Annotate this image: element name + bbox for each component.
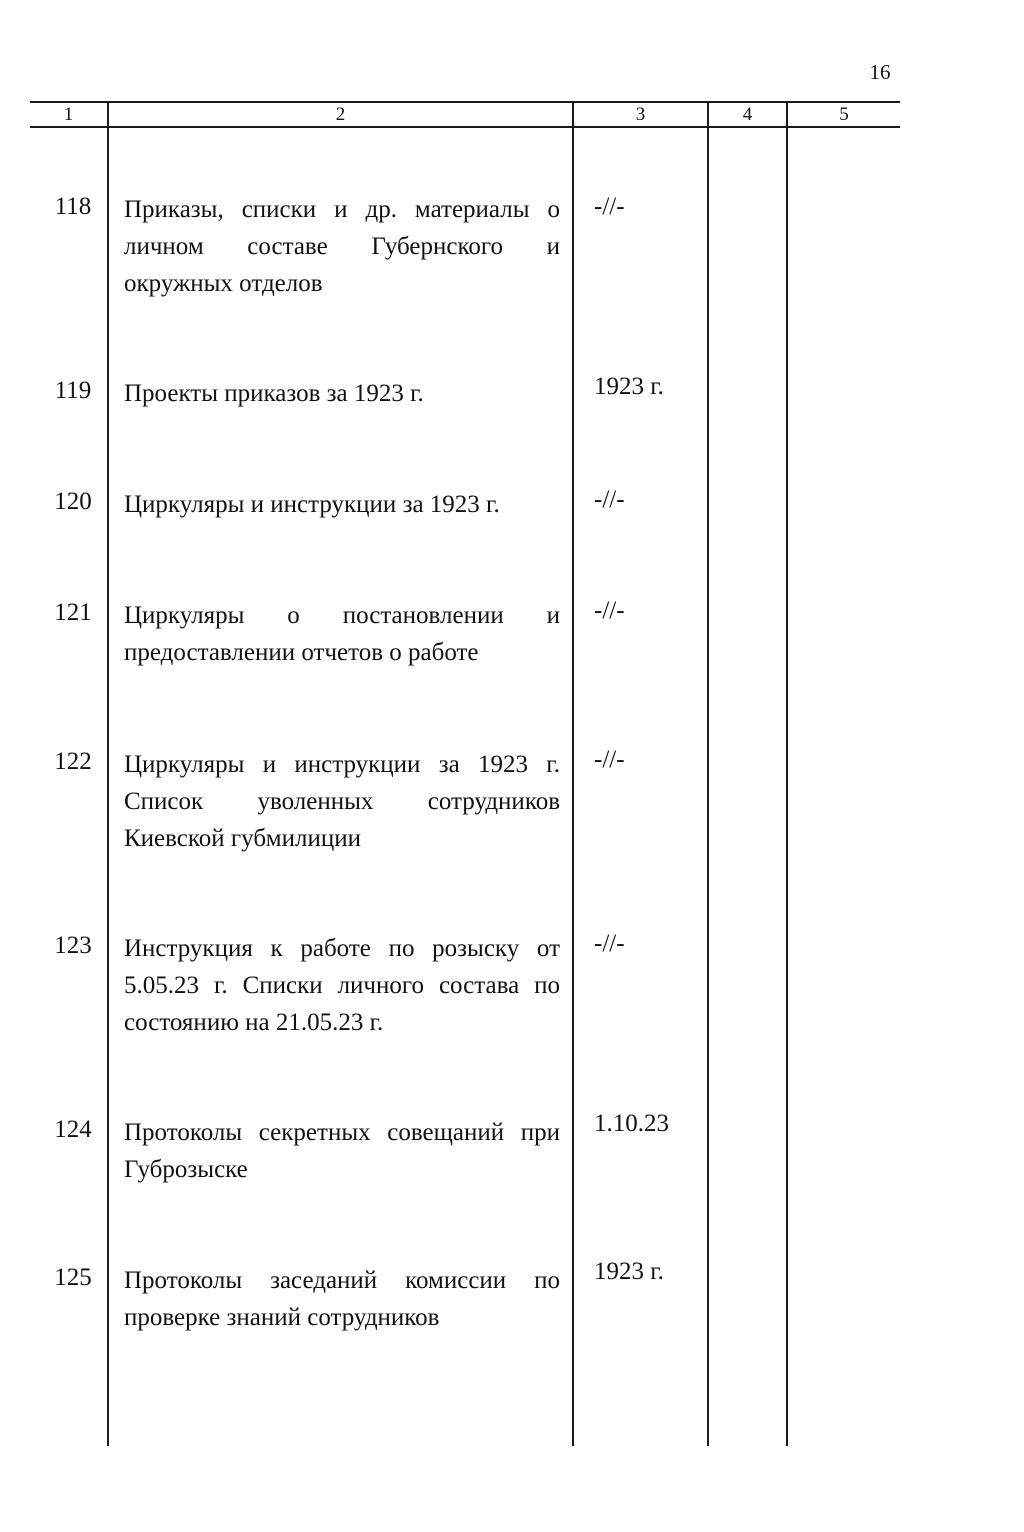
row-number: 121 [54,599,92,626]
description-line: Протоколы секретных совещаний при [124,1119,560,1146]
description-line: Киевской губмилиции [124,825,361,852]
row-number: 123 [54,932,92,959]
row-description [124,930,560,1041]
column-divider-2 [572,101,574,1446]
table-top-rule [30,101,900,103]
description-line: Циркуляры и инструкции за 1923 г. [124,751,560,778]
row-date: -//- [594,486,625,513]
row-date: -//- [594,193,625,220]
header-bottom-rule [30,126,900,128]
row-date: 1923 г. [594,373,664,400]
column-divider-1 [107,101,109,1446]
column-header-2: 2 [335,104,346,125]
description-line: окружных отделов [124,270,323,297]
column-header-3: 3 [635,104,646,125]
description-line: Проекты приказов за 1923 г. [124,380,424,407]
description-line: Инструкция к работе по розыску от [124,935,560,962]
row-number: 125 [54,1264,92,1291]
row-description [124,1114,560,1188]
row-date: 1923 г. [594,1258,664,1285]
row-date: -//- [594,746,625,773]
row-description [124,375,560,412]
row-date: -//- [594,597,625,624]
row-description [124,1262,560,1336]
description-line: Приказы, списки и др. материалы о [124,196,560,223]
column-divider-4 [786,101,788,1446]
description-line: предоставлении отчетов о работе [124,639,479,666]
description-line: проверке знаний сотрудников [124,1304,440,1331]
row-number: 120 [54,488,92,515]
row-number: 124 [54,1116,92,1143]
row-description [124,597,560,671]
description-line: Губрозыске [124,1156,248,1183]
row-number: 122 [54,748,92,775]
row-date: -//- [594,930,625,957]
row-description [124,486,560,523]
row-description [124,746,560,857]
row-date: 1.10.23 [594,1110,669,1137]
column-header-1: 1 [63,104,74,125]
description-line: Циркуляры и инструкции за 1923 г. [124,491,500,518]
page-number: 16 [869,60,891,84]
description-line: Протоколы заседаний комиссии по [124,1267,560,1294]
description-line: Список уволенных сотрудников [124,788,560,815]
column-header-5: 5 [839,104,849,125]
column-header-4: 4 [742,104,753,125]
row-description [124,191,560,302]
column-divider-3 [707,101,709,1446]
description-line: личном составе Губернского и [124,233,560,260]
row-number: 118 [54,193,92,220]
description-line: Циркуляры о постановлении и [124,602,560,629]
description-line: состоянию на 21.05.23 г. [124,1009,384,1036]
description-line: 5.05.23 г. Списки личного состава по [124,972,560,999]
row-number: 119 [54,377,92,404]
